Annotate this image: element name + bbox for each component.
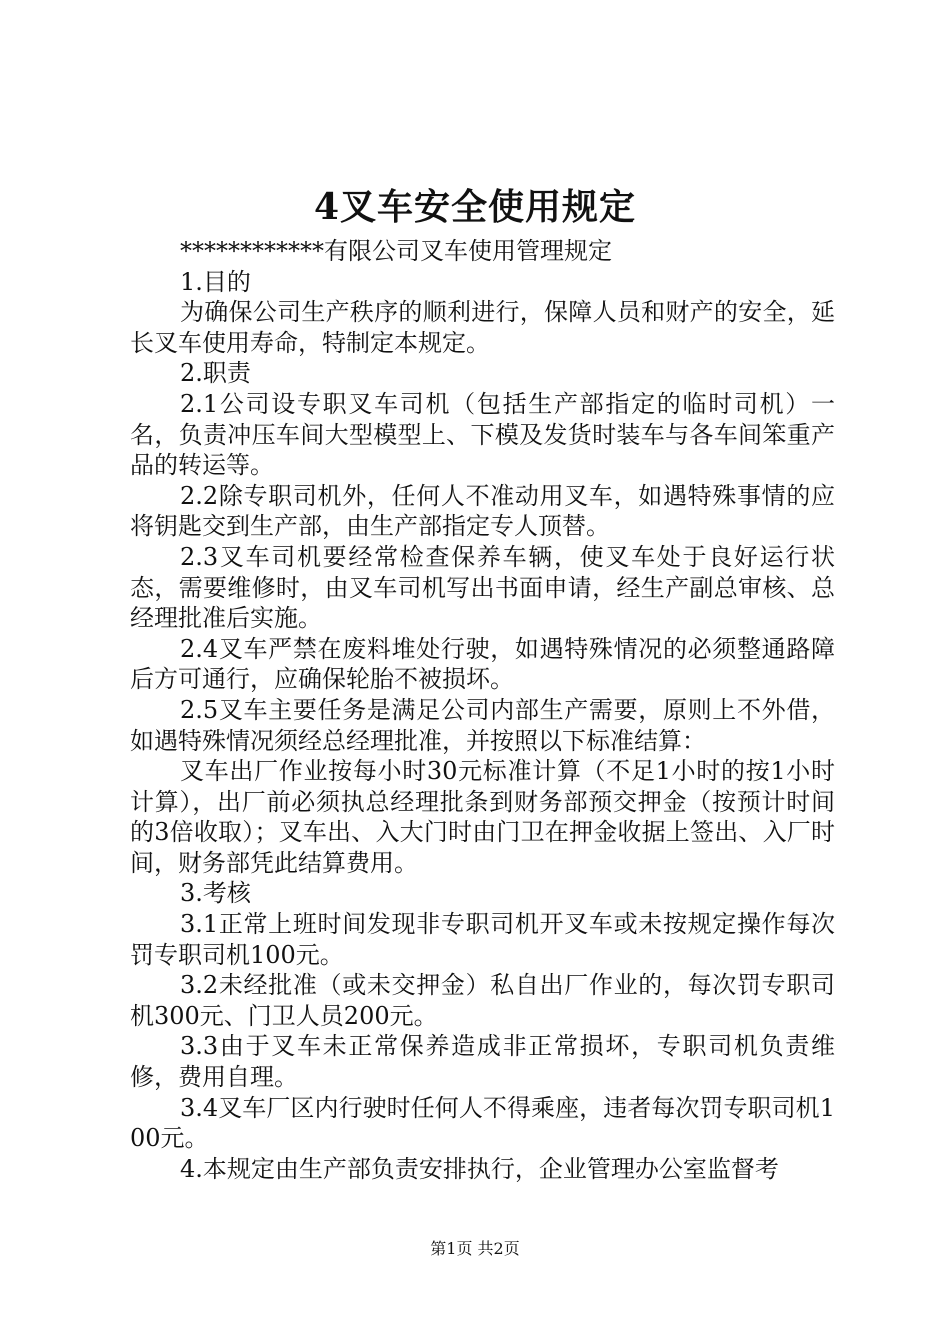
paragraph-2-4: 2.4叉车严禁在废料堆处行驶，如遇特殊情况的必须整通路障后方可通行，应确保轮胎不被损坏。 xyxy=(130,634,835,694)
paragraph-2-3: 2.3叉车司机要经常检查保养车辆，使叉车处于良好运行状态，需要维修时，由叉车司机写出书面申请，经生产副总审核、总经理批准后实施。 xyxy=(130,542,835,633)
paragraph-3-3: 3.3由于叉车未正常保养造成非正常损坏，专职司机负责维修，费用自理。 xyxy=(130,1032,835,1092)
paragraph-section-3-heading: 3.考核 xyxy=(180,879,251,908)
page-footer: 第1页 共2页 xyxy=(430,1239,520,1258)
paragraph-section-2-heading: 2.职责 xyxy=(180,359,251,388)
paragraph-2-2: 2.2除专职司机外，任何人不准动用叉车，如遇特殊事情的应将钥匙交到生产部，由生产部指定专人顶替。 xyxy=(130,481,835,541)
paragraph-section-4: 4.本规定由生产部负责安排执行，企业管理办公室监督考 xyxy=(180,1154,779,1183)
paragraph-3-1: 3.1正常上班时间发现非专职司机开叉车或未按规定操作每次罚专职司机100元。 xyxy=(130,910,835,969)
paragraph-purpose: 为确保公司生产秩序的顺利进行，保障人员和财产的安全，延长叉车使用寿命，特制定本规定。 xyxy=(130,298,835,357)
paragraph-section-1-heading: 1.目的 xyxy=(180,267,251,296)
paragraph-2-5: 2.5叉车主要任务是满足公司内部生产需要，原则上不外借，如遇特殊情况须经总经理批准，并按照以下标准结算： xyxy=(130,695,835,755)
paragraph-3-2: 3.2未经批准（或未交押金）私自出厂作业的，每次罚专职司机300元、门卫人员200元。 xyxy=(130,971,835,1030)
paragraph-3-4: 3.4叉车厂区内行驶时任何人不得乘座，违者每次罚专职司机100元。 xyxy=(130,1093,835,1153)
document-body xyxy=(130,236,835,1184)
paragraph-rental-rate: 叉车出厂作业按每小时30元标准计算（不足1小时的按1小时计算），出厂前必须执总经理批条到财务部预交押金（按预计时间的3倍收取）；叉车出、入大门时由门卫在押金收据上签出、入厂时间，财务部凭此结算费用。 xyxy=(130,757,835,877)
document-title: 4叉车安全使用规定 xyxy=(313,186,637,228)
paragraph-2-1: 2.1公司设专职叉车司机（包括生产部指定的临时司机）一名，负责冲压车间大型模型上、下模及发货时装车与各车间笨重产品的转运等。 xyxy=(130,389,835,480)
paragraph-company-heading: ************有限公司叉车使用管理规定 xyxy=(180,237,612,265)
